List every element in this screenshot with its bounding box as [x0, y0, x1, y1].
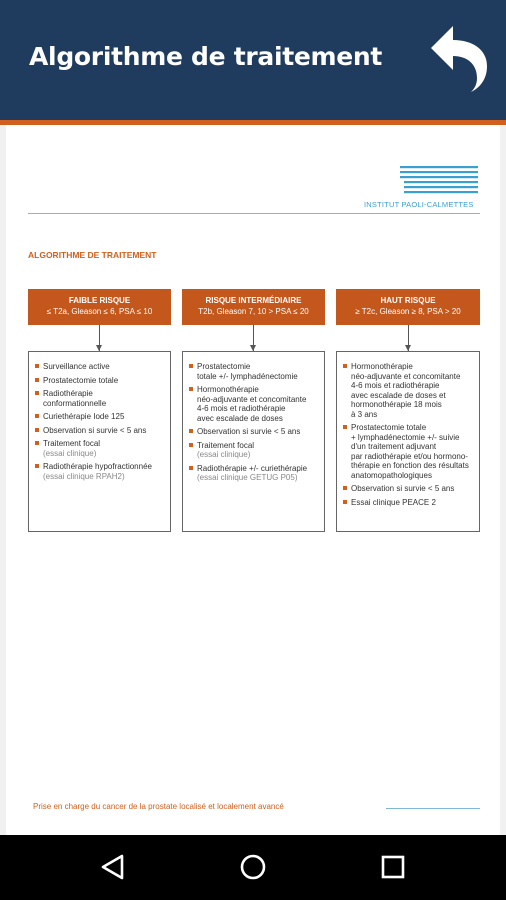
- institute-logo: [400, 166, 478, 196]
- back-button[interactable]: [425, 22, 489, 94]
- treatment-item: Radiothérapie conformationnelle: [35, 389, 164, 408]
- risk-header-intermediate: [182, 289, 325, 325]
- page-edge-right: [500, 125, 506, 835]
- nav-home-button[interactable]: [235, 849, 271, 885]
- treatment-item: Observation si survie < 5 ans: [35, 426, 164, 436]
- treatment-box-high: [336, 351, 480, 532]
- risk-header-title: FAIBLE RISQUE: [68, 296, 131, 305]
- page-title: Algorithme de traitement: [29, 42, 383, 71]
- nav-recents-icon: [375, 849, 411, 885]
- treatment-item: Observation si survie < 5 ans: [189, 427, 318, 437]
- nav-recents-button[interactable]: [375, 849, 411, 885]
- treatment-item: Essai clinique PEACE 2: [343, 498, 473, 508]
- nav-home-icon: [235, 849, 271, 885]
- treatment-item: Observation si survie < 5 ans: [343, 484, 473, 494]
- treatment-item: Prostatectomie totale: [35, 376, 164, 386]
- risk-header-title: RISQUE INTERMÉDIAIRE: [205, 296, 302, 305]
- header-divider: [28, 213, 480, 214]
- treatment-item: Hormonothérapie néo-adjuvante et concomitante 4-6 mois et radiothérapie avec escalade de doses: [189, 385, 318, 423]
- nav-back-button[interactable]: [95, 849, 131, 885]
- treatment-item: Traitement focal (essai clinique): [189, 441, 318, 460]
- section-title: ALGORITHME DE TRAITEMENT: [28, 250, 157, 260]
- treatment-item: Surveillance active: [35, 362, 164, 372]
- risk-header-low: [28, 289, 171, 325]
- treatment-item: Radiothérapie hypofractionnée (essai clinique RPAH2): [35, 462, 164, 481]
- app-bar: [0, 0, 506, 120]
- treatment-item: Traitement focal (essai clinique): [35, 439, 164, 458]
- system-nav-bar: [0, 835, 506, 900]
- treatment-item: Prostatectomie totale +/- lymphadénectomie: [189, 362, 318, 381]
- risk-header-title: HAUT RISQUE: [380, 296, 436, 305]
- page-edge-left: [0, 125, 6, 835]
- footer-divider: [386, 808, 480, 809]
- treatment-item: Prostatectomie totale + lymphadénectomie +/- suivie d'un traitement adjuvant par radiothérapie et/ou hormono- thérapie en fonction des résultats anatomopathologiques: [343, 423, 473, 480]
- risk-header-criteria: T2b, Gleason 7, 10 > PSA ≤ 20: [198, 307, 309, 316]
- logo-text: INSTITUT PAOLI-CALMETTES: [364, 200, 474, 209]
- nav-back-icon: [95, 849, 131, 885]
- treatment-box-low: [28, 351, 171, 532]
- treatment-item: Hormonothérapie néo-adjuvante et concomitante 4-6 mois et radiothérapie avec escalade de doses et hormonothérapie 18 mois à 3 ans: [343, 362, 473, 419]
- document-footer: Prise en charge du cancer de la prostate localisé et localement avancé: [33, 802, 284, 811]
- treatment-item: Radiothérapie +/- curiethérapie (essai clinique GETUG P05): [189, 464, 318, 483]
- risk-header-criteria: ≥ T2c, Gleason ≥ 8, PSA > 20: [355, 307, 461, 316]
- back-arrow-icon: [425, 22, 489, 94]
- treatment-box-intermediate: [182, 351, 325, 532]
- treatment-item: Curiethérapie Iode 125: [35, 412, 164, 422]
- risk-header-high: [336, 289, 480, 325]
- risk-header-criteria: ≤ T2a, Gleason ≤ 6, PSA ≤ 10: [46, 307, 153, 316]
